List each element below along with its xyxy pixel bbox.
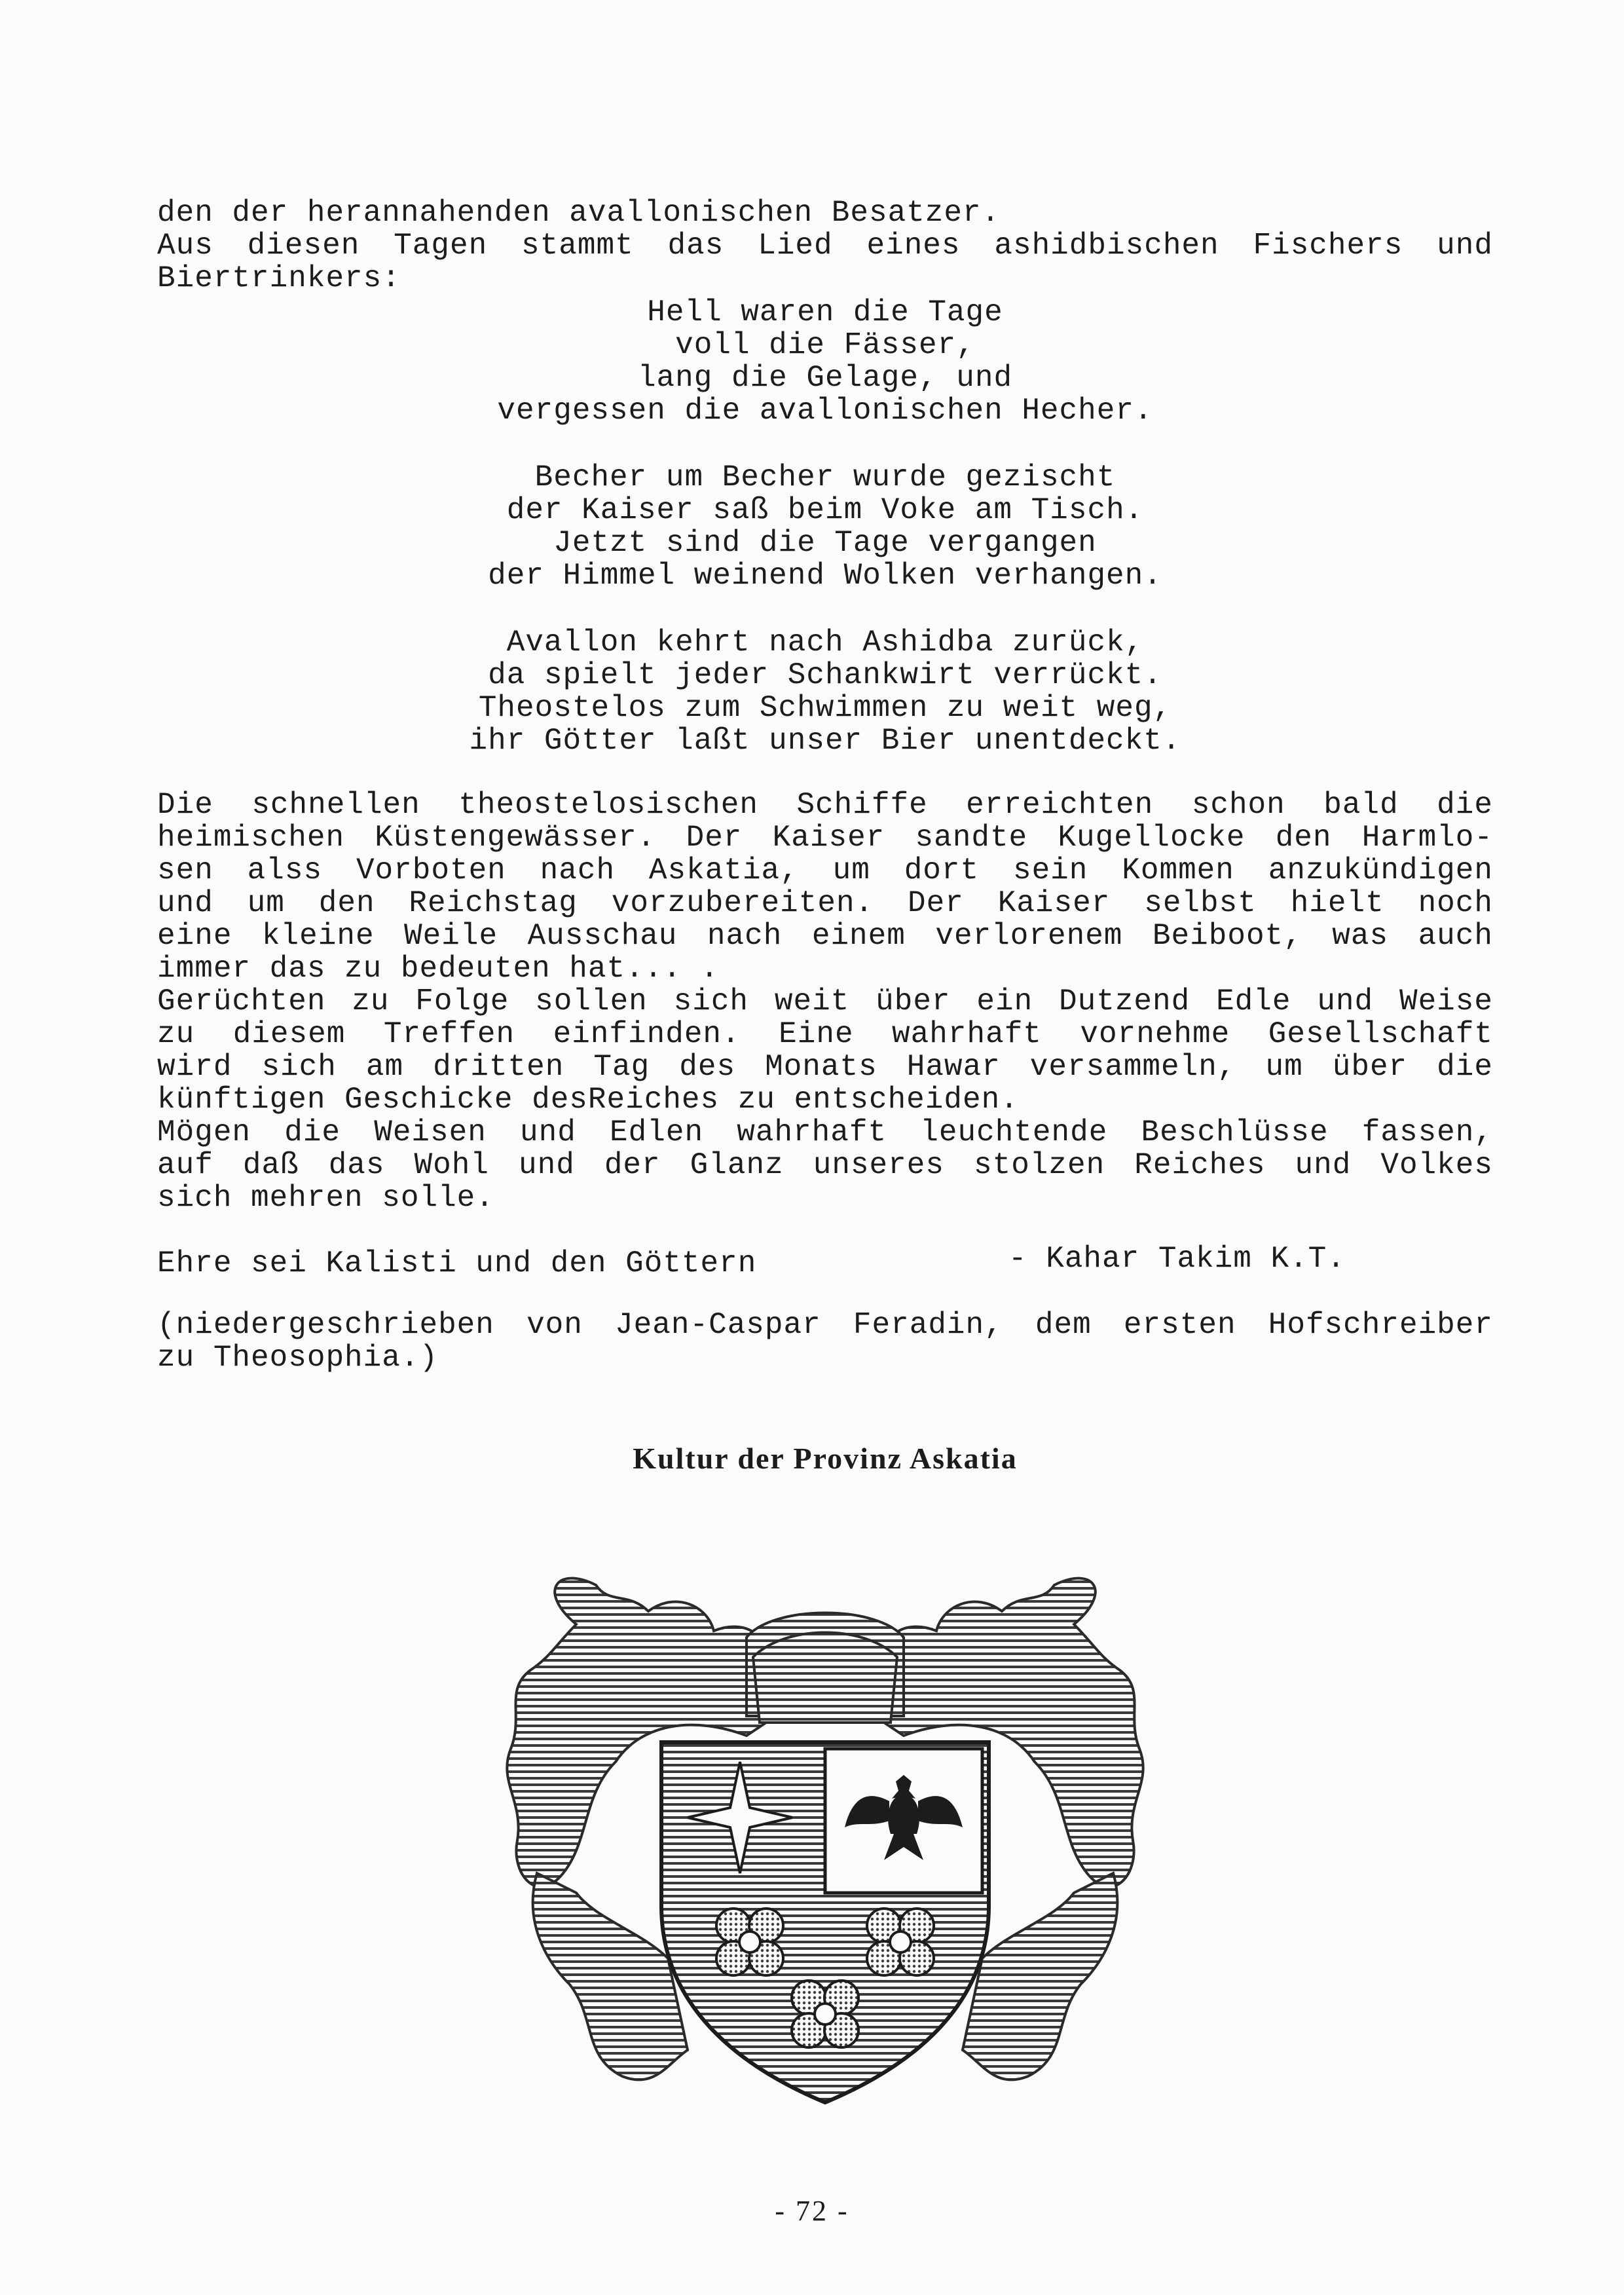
poem-line: Hell waren die Tage [647,295,1003,329]
body-line: eine kleine Weile Ausschau nach einem verlorenem Beiboot, was auch [157,919,1493,953]
body-line: Die schnellen theostelosischen Schiffe erreichten schon bald die [157,788,1493,822]
rose-icon [716,1909,783,1975]
coat-of-arms-icon [498,1565,1153,2129]
intro-line: Biertrinkers: [157,261,401,295]
poem-line: lang die Gelage, und [637,361,1013,395]
closing-salutation: Ehre sei Kalisti und den Göttern [157,1246,757,1280]
poem-line: Theostelos zum Schwimmen zu weit weg, [478,691,1172,725]
poem-line: Becher um Becher wurde gezischt [534,460,1116,494]
poem-line: vergessen die avallonischen Hecher. [497,394,1153,428]
section-heading: Kultur der Provinz Askatia [633,1442,1018,1475]
page-number: - 72 - [775,2195,849,2227]
intro-line: den der herannahenden avallonischen Besatzer. [157,196,1001,230]
body-line: wird sich am dritten Tag des Monats Hawar versammeln, um über die [157,1050,1493,1084]
poem-line: der Himmel weinend Wolken verhangen. [488,559,1162,593]
rose-icon [867,1909,934,1975]
rose-icon [792,1981,858,2047]
crest-top [753,1633,897,1723]
body-line: künftigen Geschicke desReiches zu entscheiden. [157,1083,1019,1117]
body-line: auf daß das Wohl und der Glanz unseres stolzen Reiches und Volkes [157,1148,1493,1182]
poem-line: ihr Götter laßt unser Bier unentdeckt. [469,724,1181,758]
body-line: immer das zu bedeuten hat... . [157,952,720,986]
author-signature: - Kahar Takim K.T. [1008,1242,1346,1276]
body-line: sich mehren solle. [157,1181,494,1215]
body-line: zu diesem Treffen einfinden. Eine wahrhaft vornehme Gesellschaft [157,1017,1493,1051]
body-line: Gerüchten zu Folge sollen sich weit über ein Dutzend Edle und Weise [157,984,1493,1018]
body-line: heimischen Küstengewässer. Der Kaiser sandte Kugellocke den Harmlo- [157,821,1493,855]
poem-line: der Kaiser saß beim Voke am Tisch. [506,493,1144,527]
body-line: Mögen die Weisen und Edlen wahrhaft leuchtende Beschlüsse fassen, [157,1115,1493,1149]
poem-line: Jetzt sind die Tage vergangen [553,526,1097,560]
poem-line: da spielt jeder Schankwirt verrückt. [488,658,1162,692]
note-line: zu Theosophia.) [157,1341,439,1375]
body-line: sen alss Vorboten nach Askatia, um dort sein Kommen anzukündigen [157,853,1493,887]
body-line: und um den Reichstag vorzubereiten. Der Kaiser selbst hielt noch [157,886,1493,920]
note-line: (niedergeschrieben von Jean-Caspar Feradin, dem ersten Hofschreiber [157,1308,1493,1342]
poem-line: voll die Fässer, [675,328,975,362]
intro-line: Aus diesen Tagen stammt das Lied eines ashidbischen Fischers und [157,229,1493,263]
poem-line: Avallon kehrt nach Ashidba zurück, [506,625,1144,660]
